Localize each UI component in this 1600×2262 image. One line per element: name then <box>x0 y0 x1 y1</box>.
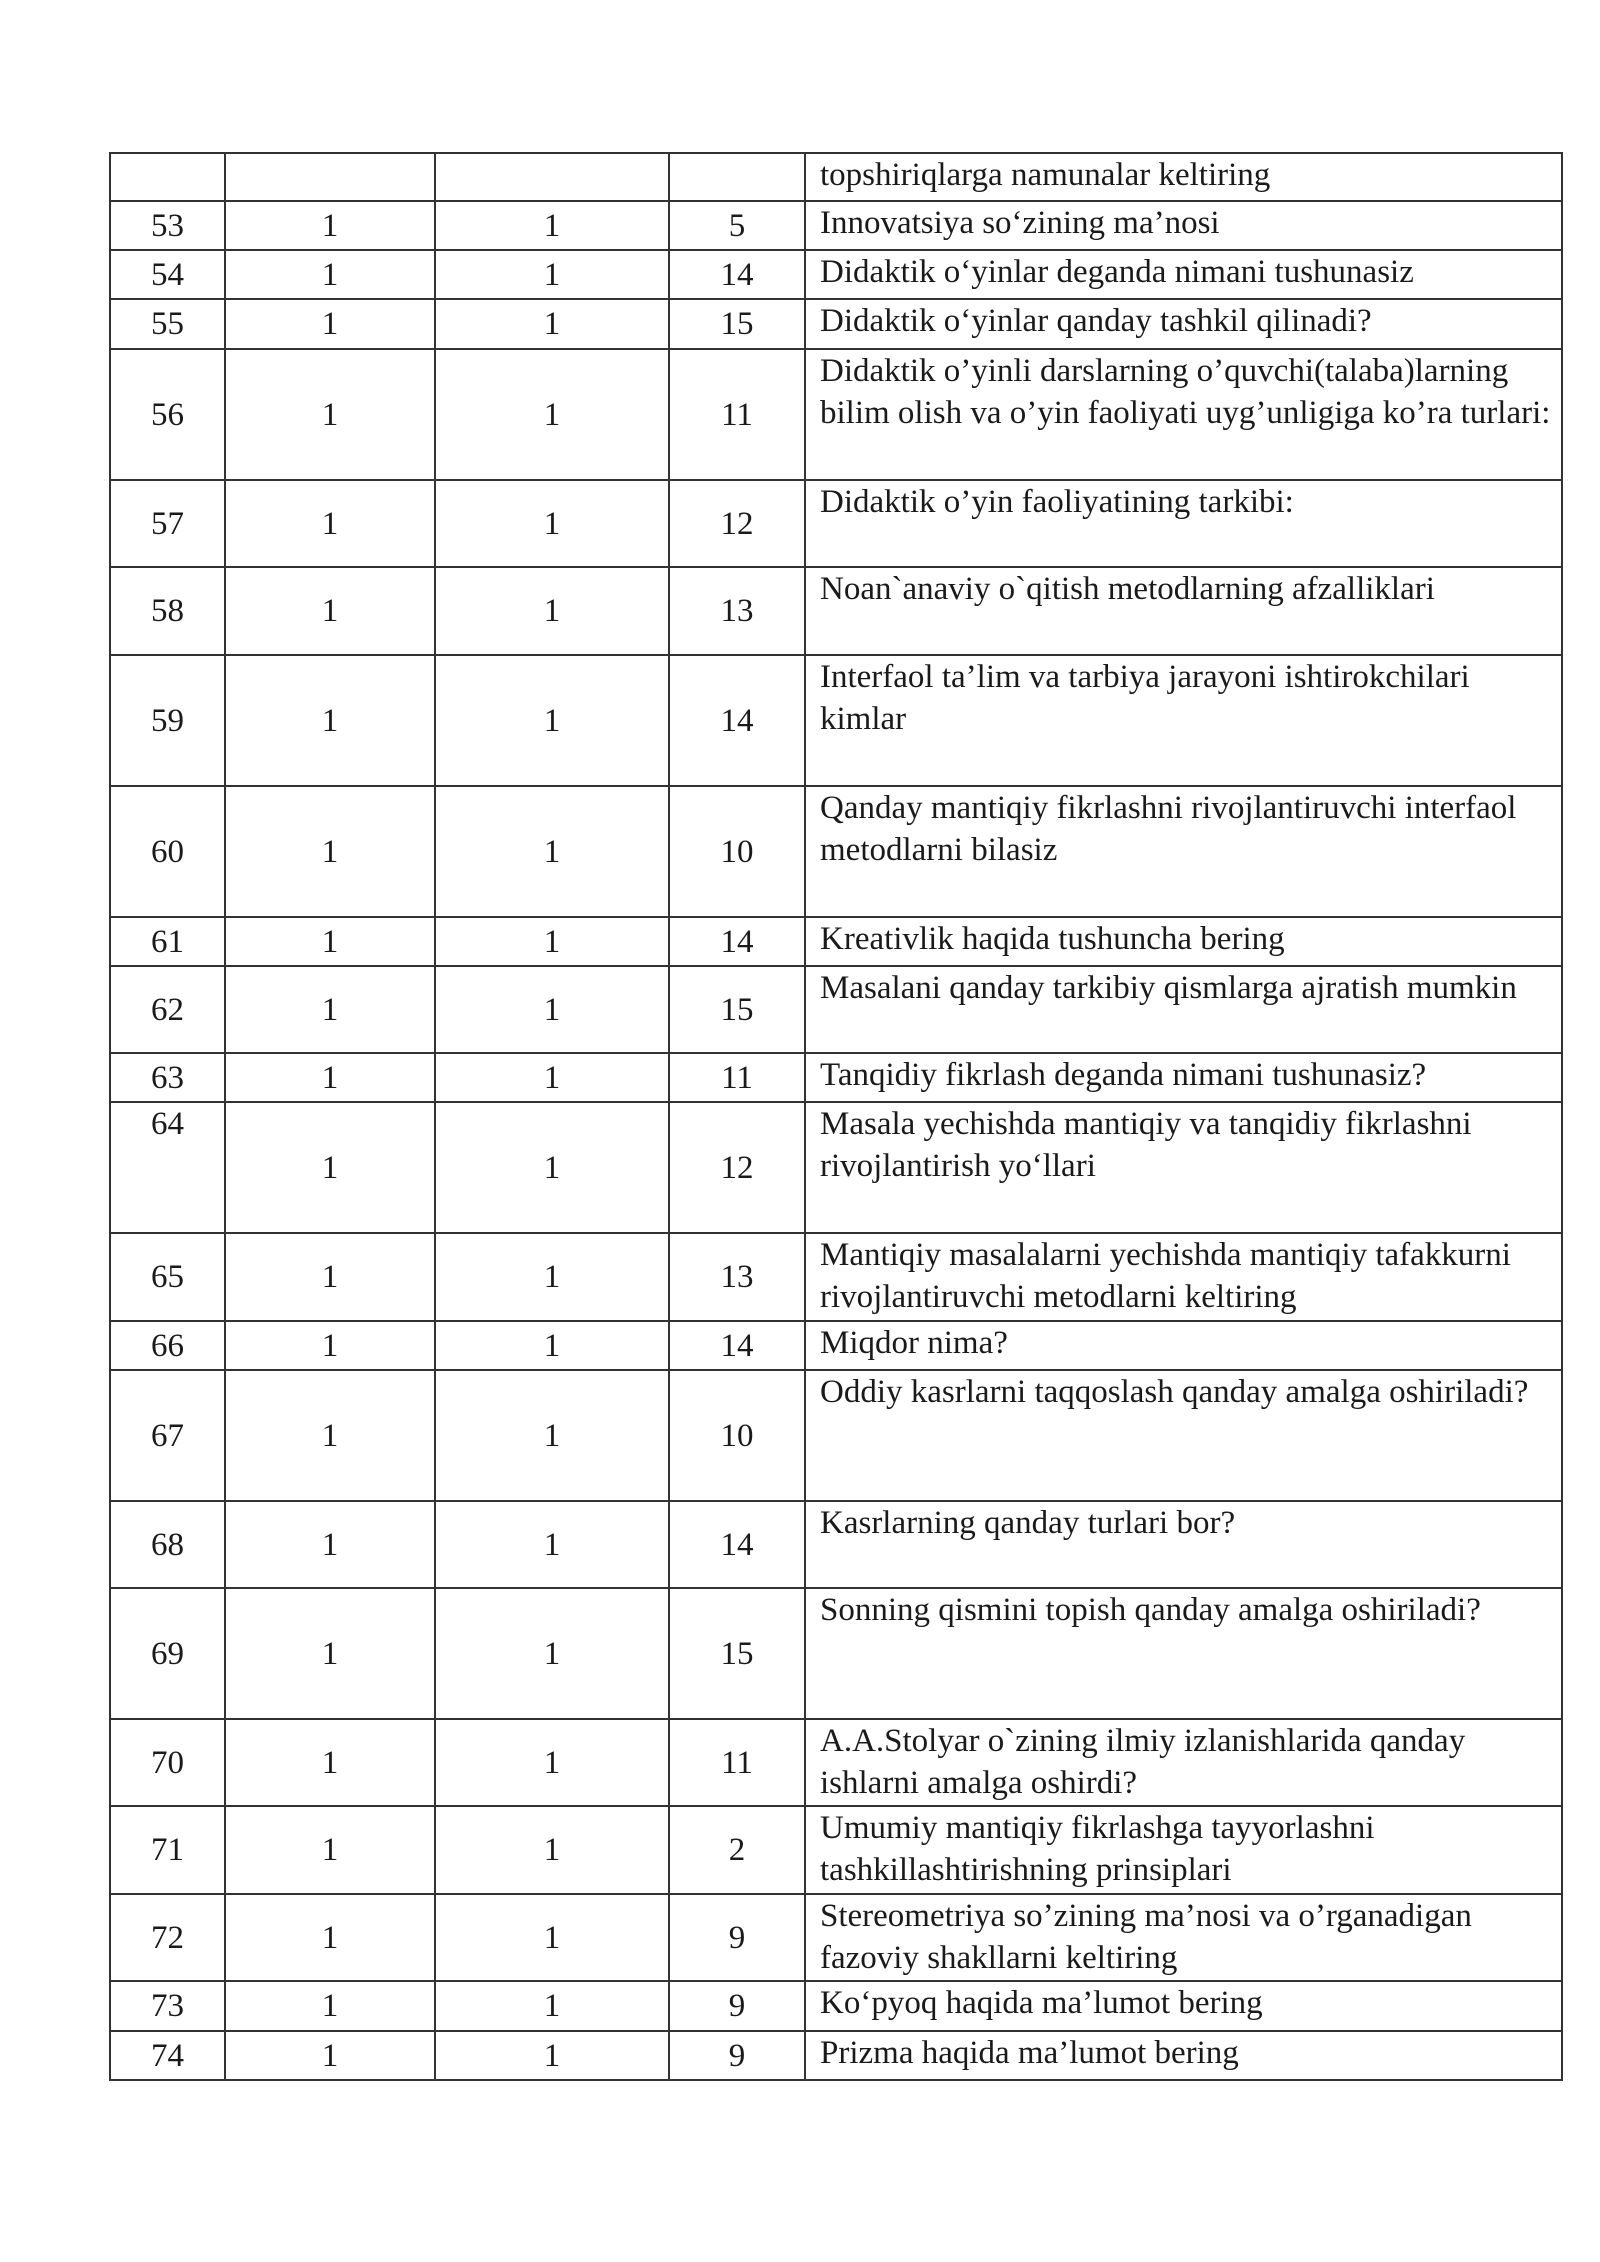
col-c-cell: 14 <box>669 1501 805 1588</box>
col-a-cell: 1 <box>225 917 435 966</box>
table-row <box>110 480 1562 567</box>
table-row <box>110 786 1562 917</box>
table-row <box>110 1981 1562 2031</box>
col-a-cell: 1 <box>225 1588 435 1719</box>
question-cell: Umumiy mantiqiy fikrlashga tayyorlashni tashkillashtirishning prinsiplari <box>805 1806 1562 1894</box>
row-number-cell: 71 <box>110 1806 225 1894</box>
question-cell: Ko‘pyoq haqida ma’lumot bering <box>805 1981 1562 2031</box>
row-number-cell: 62 <box>110 966 225 1053</box>
row-number-cell: 67 <box>110 1370 225 1501</box>
col-c-cell <box>669 153 805 201</box>
question-cell: Didaktik o’yinli darslarning o’quvchi(talaba)larning bilim olish va o’yin faoliyati uyg’unligiga ko’ra turlari: <box>805 349 1562 480</box>
col-b-cell: 1 <box>435 480 669 567</box>
col-b-cell: 1 <box>435 1894 669 1981</box>
col-a-cell: 1 <box>225 1894 435 1981</box>
row-number-cell: 65 <box>110 1233 225 1321</box>
row-number-cell: 70 <box>110 1719 225 1806</box>
question-cell: Tanqidiy fikrlash deganda nimani tushunasiz? <box>805 1053 1562 1102</box>
question-cell: Noan`anaviy o`qitish metodlarning afzalliklari <box>805 567 1562 655</box>
col-c-cell: 9 <box>669 1981 805 2031</box>
col-b-cell: 1 <box>435 1370 669 1501</box>
col-c-cell: 9 <box>669 2031 805 2080</box>
question-cell: Didaktik o‘yinlar deganda nimani tushunasiz <box>805 250 1562 299</box>
row-number-cell: 74 <box>110 2031 225 2080</box>
col-a-cell: 1 <box>225 1719 435 1806</box>
col-a-cell: 1 <box>225 349 435 480</box>
table-row <box>110 655 1562 786</box>
question-cell: Kasrlarning qanday turlari bor? <box>805 1501 1562 1588</box>
row-number-cell: 57 <box>110 480 225 567</box>
question-cell: Oddiy kasrlarni taqqoslash qanday amalga oshiriladi? <box>805 1370 1562 1501</box>
col-c-cell: 14 <box>669 917 805 966</box>
col-c-cell: 14 <box>669 250 805 299</box>
row-number-cell: 54 <box>110 250 225 299</box>
row-number-cell: 63 <box>110 1053 225 1102</box>
col-a-cell: 1 <box>225 1981 435 2031</box>
col-a-cell: 1 <box>225 966 435 1053</box>
col-b-cell: 1 <box>435 1719 669 1806</box>
col-a-cell: 1 <box>225 1102 435 1233</box>
table-row <box>110 299 1562 349</box>
question-cell: Didaktik o‘yinlar qanday tashkil qilinadi? <box>805 299 1562 349</box>
col-a-cell: 1 <box>225 299 435 349</box>
question-cell: Stereometriya so’zining ma’nosi va o’rganadigan fazoviy shakllarni keltiring <box>805 1894 1562 1981</box>
row-number-cell: 59 <box>110 655 225 786</box>
table-row <box>110 1806 1562 1894</box>
col-b-cell: 1 <box>435 1501 669 1588</box>
col-a-cell: 1 <box>225 1233 435 1321</box>
question-cell: Sonning qismini topish qanday amalga oshiriladi? <box>805 1588 1562 1719</box>
col-c-cell: 5 <box>669 201 805 250</box>
col-b-cell: 1 <box>435 1233 669 1321</box>
question-cell: Kreativlik haqida tushuncha bering <box>805 917 1562 966</box>
col-c-cell: 10 <box>669 786 805 917</box>
col-a-cell: 1 <box>225 1806 435 1894</box>
row-number-cell: 60 <box>110 786 225 917</box>
col-b-cell: 1 <box>435 1588 669 1719</box>
table-row <box>110 349 1562 480</box>
col-b-cell: 1 <box>435 1981 669 2031</box>
col-a-cell: 1 <box>225 250 435 299</box>
question-cell: Innovatsiya so‘zining ma’nosi <box>805 201 1562 250</box>
col-c-cell: 11 <box>669 349 805 480</box>
table-row <box>110 1321 1562 1370</box>
row-number-cell: 55 <box>110 299 225 349</box>
question-cell: Masalani qanday tarkibiy qismlarga ajratish mumkin <box>805 966 1562 1053</box>
question-cell: Masala yechishda mantiqiy va tanqidiy fikrlashni rivojlantirish yo‘llari <box>805 1102 1562 1233</box>
col-a-cell: 1 <box>225 1370 435 1501</box>
question-cell: Prizma haqida ma’lumot bering <box>805 2031 1562 2080</box>
col-b-cell: 1 <box>435 250 669 299</box>
col-b-cell: 1 <box>435 299 669 349</box>
col-c-cell: 14 <box>669 655 805 786</box>
col-c-cell: 15 <box>669 299 805 349</box>
col-b-cell: 1 <box>435 1321 669 1370</box>
col-a-cell <box>225 153 435 201</box>
table-row <box>110 1501 1562 1588</box>
col-b-cell: 1 <box>435 201 669 250</box>
col-c-cell: 13 <box>669 567 805 655</box>
col-b-cell: 1 <box>435 655 669 786</box>
question-cell: Mantiqiy masalalarni yechishda mantiqiy tafakkurni rivojlantiruvchi metodlarni keltiring <box>805 1233 1562 1321</box>
row-number-cell: 69 <box>110 1588 225 1719</box>
col-c-cell: 12 <box>669 480 805 567</box>
table-row <box>110 153 1562 201</box>
col-a-cell: 1 <box>225 567 435 655</box>
col-c-cell: 14 <box>669 1321 805 1370</box>
col-b-cell <box>435 153 669 201</box>
table-row <box>110 1588 1562 1719</box>
table-row <box>110 1370 1562 1501</box>
col-a-cell: 1 <box>225 1321 435 1370</box>
row-number-cell: 53 <box>110 201 225 250</box>
col-c-cell: 15 <box>669 1588 805 1719</box>
row-number-cell <box>110 153 225 201</box>
col-b-cell: 1 <box>435 966 669 1053</box>
col-c-cell: 10 <box>669 1370 805 1501</box>
col-a-cell: 1 <box>225 1501 435 1588</box>
col-c-cell: 13 <box>669 1233 805 1321</box>
row-number-cell: 73 <box>110 1981 225 2031</box>
col-a-cell: 1 <box>225 655 435 786</box>
table-row <box>110 250 1562 299</box>
col-a-cell: 1 <box>225 201 435 250</box>
row-number-cell: 61 <box>110 917 225 966</box>
table-row <box>110 567 1562 655</box>
row-number-cell: 64 <box>110 1102 225 1233</box>
questions-table <box>109 152 1563 2081</box>
row-number-cell: 56 <box>110 349 225 480</box>
col-b-cell: 1 <box>435 567 669 655</box>
col-b-cell: 1 <box>435 917 669 966</box>
col-b-cell: 1 <box>435 1806 669 1894</box>
col-c-cell: 11 <box>669 1053 805 1102</box>
col-a-cell: 1 <box>225 1053 435 1102</box>
col-b-cell: 1 <box>435 1053 669 1102</box>
row-number-cell: 58 <box>110 567 225 655</box>
col-a-cell: 1 <box>225 2031 435 2080</box>
table-row <box>110 1894 1562 1981</box>
col-b-cell: 1 <box>435 349 669 480</box>
col-a-cell: 1 <box>225 786 435 917</box>
col-b-cell: 1 <box>435 1102 669 1233</box>
col-c-cell: 11 <box>669 1719 805 1806</box>
table-row <box>110 1719 1562 1806</box>
col-a-cell: 1 <box>225 480 435 567</box>
question-cell: Didaktik o’yin faoliyatining tarkibi: <box>805 480 1562 567</box>
table-row <box>110 1233 1562 1321</box>
table-row <box>110 2031 1562 2080</box>
table-row <box>110 1053 1562 1102</box>
table-row <box>110 201 1562 250</box>
col-c-cell: 9 <box>669 1894 805 1981</box>
row-number-cell: 68 <box>110 1501 225 1588</box>
question-cell: Miqdor nima? <box>805 1321 1562 1370</box>
col-c-cell: 12 <box>669 1102 805 1233</box>
row-number-cell: 66 <box>110 1321 225 1370</box>
question-cell: Qanday mantiqiy fikrlashni rivojlantiruvchi interfaol metodlarni bilasiz <box>805 786 1562 917</box>
row-number-cell: 72 <box>110 1894 225 1981</box>
col-c-cell: 15 <box>669 966 805 1053</box>
question-cell: A.A.Stolyar o`zining ilmiy izlanishlarida qanday ishlarni amalga oshirdi? <box>805 1719 1562 1806</box>
table-row <box>110 966 1562 1053</box>
col-c-cell: 2 <box>669 1806 805 1894</box>
question-cell: topshiriqlarga namunalar keltiring <box>805 153 1562 201</box>
table-row <box>110 917 1562 966</box>
col-b-cell: 1 <box>435 2031 669 2080</box>
col-b-cell: 1 <box>435 786 669 917</box>
question-cell: Interfaol ta’lim va tarbiya jarayoni ishtirokchilari kimlar <box>805 655 1562 786</box>
table-row <box>110 1102 1562 1233</box>
